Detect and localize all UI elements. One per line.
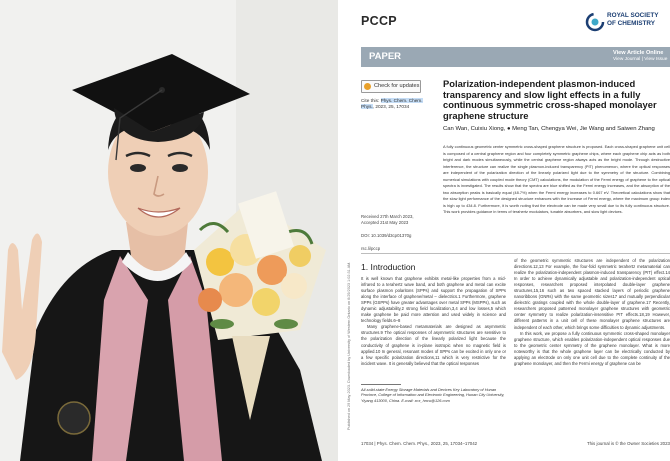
journal-name: PCCP (361, 14, 397, 28)
author-list: Can Wan, Cuixiu Xiong, ● Meng Tan, Chengya Wei, Jie Wang and Saiwen Zhang (443, 126, 655, 132)
journal-article-page (339, 0, 670, 461)
article-dates: Received 27th March 2023, Accepted 21st May 2023 (361, 214, 414, 225)
download-notice: Published on 29 May 2023. Downloaded by University of Western Ontario on 6/29/2023 1:02:31 AM. (347, 261, 351, 430)
paper-label: PAPER (369, 51, 402, 62)
view-article-online-link[interactable]: View Article Online View Journal | View Issue (613, 50, 668, 62)
check-for-updates-button[interactable]: Check for updates (361, 80, 421, 93)
page-footer: 17034 | Phys. Chem. Chem. Phys., 2023, 25, 17034–17042 This journal is © the Owner Societies 2023 (361, 441, 670, 446)
check-updates-icon (364, 83, 371, 90)
paragraph: In this work, we propose a fully continuous symmetric cross-shaped monolayer graphene structure, which enables polarization-independent optical responses due to the geometric center symmetry of the graphene monolayer. What is more noteworthy is that the whole graphene layer can be electrically conducted by applying an electrode on only one unit cell due to the complete continuity of the graphene monolayer, and then the Fermi energy of graphene can be (514, 330, 670, 366)
doi-link[interactable]: DOI: 10.1039/d3cp01370g (361, 233, 412, 238)
paragraph: Many graphene-based metamaterials are designed as asymmetric structures.9 The optical responses of asymmetric structures are sensitive to the polarization direction of the linearly polarized light because the conductivity of graphene is in-plane isotropic when no magnetic field is applied.10 In general, resonant modes of SPPs can be excited in only one or a few specific polarization directions,11 which is very restrictive for the incident wave. It is generally believed that the optical responses (361, 324, 506, 366)
citation-block: Cite this: Phys. Chem. Chem. Phys., 2023, 25, 17034 (361, 98, 423, 110)
intro-column-left (361, 276, 506, 367)
intro-column-right (514, 258, 670, 367)
abstract: A fully continuous geometric center symmetric cross-shaped graphene structure is proposed. Each cross-shaped graphene unit cell is composed of a central graphene region and four completely symmetric graphene chips, where each graphene chip acts as both bright and dark modes simultaneously, while the central graphene region always acts as the bright mode. Through destructive interference, the structure can realize the single plasmon-induced transparency (PIT) phenomenon, where the optical responses are independent of the polarization direction of the linearly polarized light due to the symmetry of the structure. Combining numerical simulations with coupled mode theory (CMT) calculations, the modulation of the Fermi energy of graphene to the optical spectra is investigated. The results show that the spectra are blue shifted as the Fermi energy increases, and the absorption of the two absorption peaks is basically equal (48.7%) when the Fermi energy increases to 0.667 eV. Theoretical calculations show that the slow light performance of the designed structure enhances with the increase of Fermi energy, where the maximum group index is high up to 434.8. Furthermore, it is worth noting that the electrode can be made very small due to its fully continuous structure. This work provides guidance in terms of terahertz modulators, tunable absorbers, and slow light devices. (443, 144, 670, 215)
footnote-rule (361, 384, 401, 385)
rsc-logo-icon (585, 12, 605, 32)
divider (361, 253, 670, 254)
affiliation-footnote: All-solid-state Energy Storage Materials and Devices Key Laboratory of Hunan Province, College of Information and Electronic Engineering, Hunan City University, Yiyang 413000, China. E-mail: xcx_hncu@126.com (361, 387, 505, 403)
article-title: Polarization-independent plasmon-induced transparency and slow light effects in a fully continuous symmetric cross-shaped monolayer graphene structure (443, 78, 657, 121)
citation-link[interactable]: Phys. Chem. Chem. Phys. (361, 98, 423, 110)
section-heading: 1. Introduction (361, 262, 416, 272)
paragraph: It is well known that graphene exhibits metal-like properties from a mid-infrared to a terahertz wave band, and both graphene and metal can excite surface plasmon polaritons (SPPs) and support the propagation of SPPs along the interface of graphene/metal – dielectrics.1 Furthermore, graphene SPPs (GSPPs) have greater advantages over metal SPPs (MSPPs), such as dynamic adjustability,2 strong field localization,3,4 and low losses,5 which make graphene be paid more attention and used widely in science and technology fields.6–8 (361, 276, 506, 324)
publisher-name: ROYAL SOCIETY OF CHEMISTRY (607, 12, 659, 27)
paragraph: of the geometric symmetric structures are independent of the polarization directions.12,13 For example, the four-fold symmetric terahertz metamaterial can realize the polarization-independent plasmon-induced transparency (PIT) effect.14 In order to achieve dynamically adjustable and polarization-independent optical responses, researchers proposed interpolated double-layer graphene structures,15,16 such as two spaced stacked layers of periodic graphene nanoribbons (GNRs) with the same geometric sizes17 and mutually perpendicular dielectric gratings coupled with the whole double-layer of graphene.17 Recently, researchers proposed patterned monolayer graphene structures with geometric center symmetry to realize polarization-insensitive PIT effects.18,19 However, different patterns in a unit cell of these monolayer graphene structures are independent of each other, which brings some difficulties to dynamic adjustments. (514, 258, 670, 330)
journal-url[interactable]: rsc.li/pccp (361, 246, 381, 251)
paper-type-bar (361, 47, 670, 67)
